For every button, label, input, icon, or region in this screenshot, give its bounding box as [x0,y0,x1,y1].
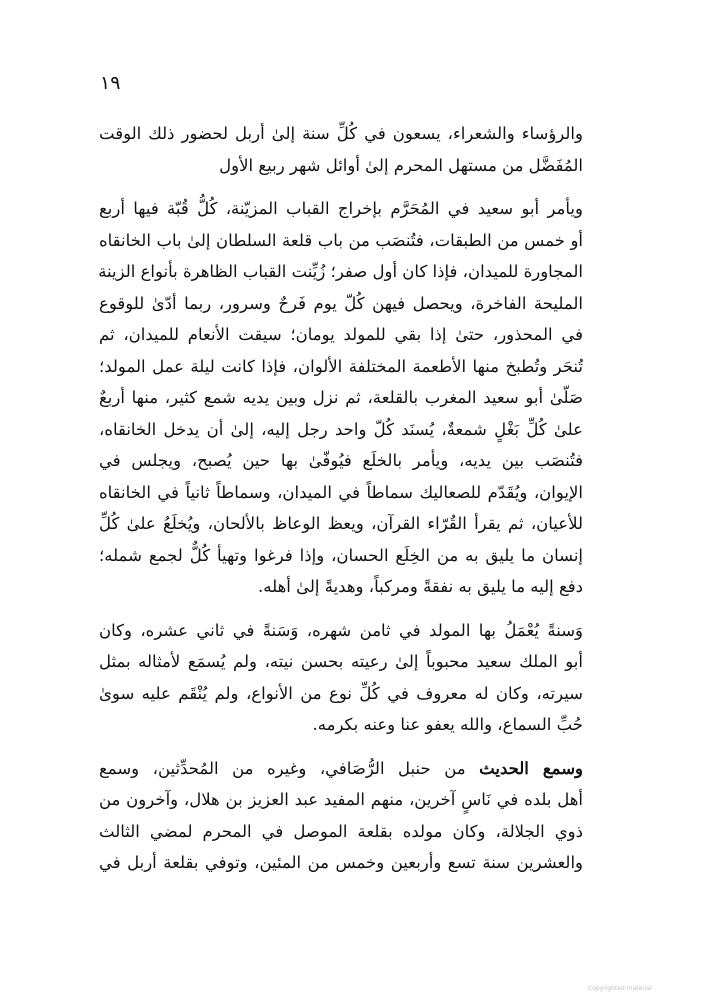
text-line: ويأمر أبو سعيد في المُحَرَّم بإخراج القباب المزيّنة، كُلُّ قُبّة فيها أربع [99,199,583,218]
text-line: فتُنصَب بين يديه، ويأمر بالخلَع فيُوفّىٰ بها حين يُصبح، ويجلس في [99,451,583,470]
text-line: المليحة الفاخرة، ويحصل فيهن كُلّ يوم فَرحٌ وسرور، ربما أدّىٰ للوقوع [99,293,583,313]
text-line: أو خمس من الطبقات، فتُنصَب من باب قلعة السلطان إلىٰ باب الخانقاه [99,230,583,250]
text-body [99,118,609,879]
text-line [99,753,609,785]
paragraph [99,753,609,879]
section-lead: وسمع الحديث [479,758,584,778]
text-line: حُبِّ السماع، والله يعفو عنا وعنه بكرمه. [312,715,583,734]
text-line: تُنحَر وتُطبخ منها الأطعمة المختلفة الألوان، فإذا كانت ليلة عمل المولد؛ [99,356,583,376]
text-line: الإيوان، ويُقَدّم للصعاليك سماطاً في الميدان، وسماطاً ثانياً في الخانقاه [99,482,583,502]
text-line: صَلّىٰ أبو سعيد المغرب بالقلعة، ثم نزل وبين يديه شمع كثير، منها أربعٌ [99,388,583,407]
text-line: ذوي الجلالة، وكان مولده بقلعة الموصل في المحرم لمضي الثالث [99,821,583,841]
text-run: من حنبل الرُّصَافي، وغيره من المُحدِّثين، وسمع [99,758,480,778]
text-line: والرؤساء والشعراء، يسعون في كُلِّ سنة إلىٰ أربل لحضور ذلك الوقت [99,124,583,143]
copyright-watermark: Copyrighted material [588,985,652,992]
text-line: في المحذور، حتىٰ إذا بقي للمولد يومان؛ سيقت الأنعام للميدان، ثم [99,325,583,344]
paragraph [99,118,609,181]
text-line: إنسان ما يليق به من الخِلَع الحسان، وإذا فرغوا وتهيأ كُلٌّ لجمع شمله؛ [99,545,583,565]
text-line: المُفَضَّل من مستهل المحرم إلىٰ أوائل شهر ربيع الأول [219,155,583,175]
text-line: سيرته، وكان له معروف في كُلِّ نوع من الأنواع، ولم يُنْقَم عليه سوىٰ [99,683,583,703]
text-line: أهل بلده في نَاسٍ آخرين، منهم المفيد عبد العزيز بن هلال، وآخرون من [99,790,583,809]
paragraph [99,615,609,741]
text-line: أبو الملك سعيد محبوباً إلىٰ رعيته بحسن نيته، ولم يُسمَع لأمثاله بمثل [99,652,583,671]
text-line: علىٰ كُلِّ بَغْلٍ شمعةٌ، يُسنَد كُلّ واحد رجل إليه، إلىٰ أن يدخل الخانقاه، [99,419,583,439]
text-line: وَسنةً يُعْمَلُ بها المولد في ثامن شهره، وَسَنةً في ثاني عشره، وكان [99,620,583,640]
text-line: والعشرين سنة تسع وأربعين وخمس من المئين، وتوفي بقلعة أربل في [99,853,583,872]
paragraph [99,193,609,603]
text-line: دفع إليه ما يليق به نفقةً ومركباً، وهديةً إلىٰ أهله. [258,577,583,596]
text-line: المجاورة للميدان، فإذا كان أول صفر؛ زُيِّنت القباب الظاهرة بأنواع الزينة [98,262,583,281]
page-number: ١٩ [100,72,121,94]
text-line: للأعيان، ثم يقرأ القُرّاء القرآن، ويعظ الوعاظ بالألحان، ويُخلَعُ علىٰ كُلِّ [99,514,583,533]
